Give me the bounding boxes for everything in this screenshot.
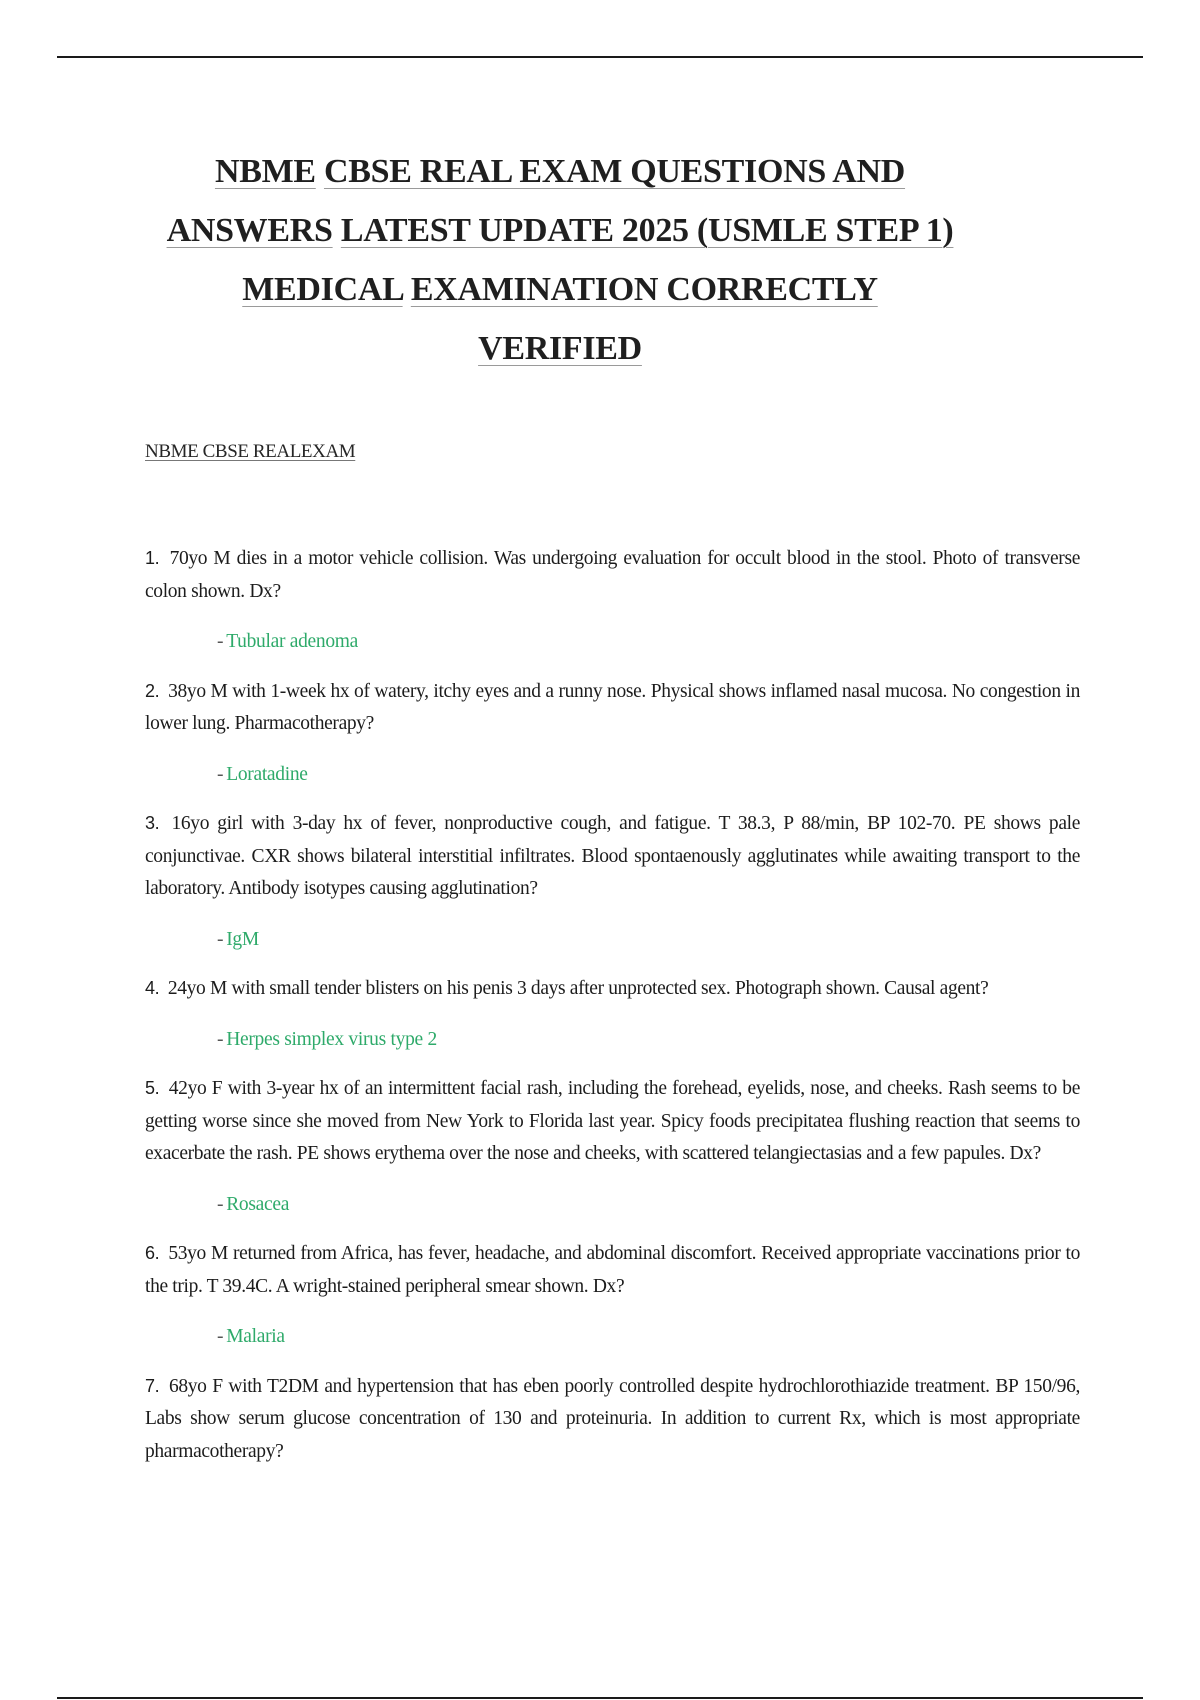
question-body: 70yo M dies in a motor vehicle collision. Was undergoing evaluation for occult blood in the stool. Photo of transverse colon shown. Dx? (145, 548, 1080, 602)
answer-text: Rosacea (226, 1193, 290, 1215)
answer: - Malaria (217, 1326, 285, 1347)
question-text (145, 1072, 1080, 1171)
question-text (145, 1370, 1080, 1469)
question-list (145, 542, 1080, 1468)
answer-text: Herpes simplex virus type 2 (226, 1028, 437, 1050)
answer-text: Malaria (226, 1326, 285, 1347)
question-text (145, 972, 1080, 1006)
question-number: 5. (145, 1078, 160, 1098)
question-text (145, 1237, 1080, 1303)
title-line-3-part-a: MEDICAL (242, 271, 403, 308)
question-item (145, 1237, 1080, 1354)
title-line-4 (60, 319, 1060, 378)
question-text (145, 807, 1080, 906)
question-item (145, 542, 1080, 659)
question-item (145, 1370, 1080, 1469)
question-number: 2. (145, 680, 160, 701)
question-number: 1. (145, 548, 160, 568)
question-text (145, 542, 1080, 608)
title-line-1 (60, 142, 1060, 201)
question-text (145, 675, 1080, 741)
answer: - Tubular adenoma (217, 631, 359, 652)
question-item (145, 675, 1080, 792)
title-line-1-part-b: CBSE REAL EXAM QUESTIONS AND (323, 153, 906, 190)
question-item (145, 972, 1080, 1056)
question-body: 42yo F with 3-year hx of an intermittent facial rash, including the forehead, eyelids, nose, and cheeks. Rash seems to be getting worse since she moved from New York to Florida last year. Spicy foods precipitatea flushing reaction that seems to exacerbate the rash. PE shows erythema over the nose and cheeks, with scattered telangiectasias and a few papules. Dx? (145, 1078, 1081, 1164)
title-line-2 (60, 201, 1060, 260)
title-line-2-part-b: LATEST UPDATE 2025 (USMLE STEP 1) (340, 212, 954, 249)
question-item (145, 807, 1080, 956)
title-line-1-part-a: NBME (214, 153, 316, 190)
question-body: 16yo girl with 3-day hx of fever, nonproductive cough, and fatigue. T 38.3, P 88/min, BP 102-70. PE shows pale conjunctivae. CXR shows bilateral interstitial infiltrates. Blood spontaenously agglutinates while awaiting transport to the laboratory. Antibody isotypes causing agglutination? (145, 813, 1080, 899)
bottom-rule (57, 1697, 1143, 1699)
document-title (60, 142, 1060, 378)
question-item (145, 1072, 1080, 1221)
title-line-2-part-a: ANSWERS (166, 212, 333, 249)
answer-text: IgM (226, 928, 259, 950)
title-line-3 (60, 260, 1060, 319)
question-number: 4. (145, 978, 160, 998)
answer: - Loratadine (217, 763, 308, 785)
title-line-4-part-b: VERIFIED (478, 330, 642, 367)
section-subheading: NBME CBSE REALEXAM (145, 441, 356, 462)
answer-text: Tubular adenoma (226, 631, 359, 652)
question-number: 7. (145, 1375, 160, 1396)
answer: - Herpes simplex virus type 2 (217, 1028, 437, 1050)
question-body: 38yo M with 1-week hx of watery, itchy eyes and a runny nose. Physical shows inflamed nasal mucosa. No congestion in lower lung. Pharmacotherapy? (145, 680, 1080, 734)
title-line-3-part-b: EXAMINATION CORRECTLY (410, 271, 878, 308)
question-body: 24yo M with small tender blisters on his penis 3 days after unprotected sex. Photograph shown. Causal agent? (167, 978, 989, 999)
answer-text: Loratadine (226, 763, 308, 785)
answer: - Rosacea (217, 1193, 290, 1215)
question-body: 68yo F with T2DM and hypertension that has eben poorly controlled despite hydrochlorothiazide treatment. BP 150/96, Labs show serum glucose concentration of 130 and proteinuria. In addition to current Rx, which is most appropriate pharmacotherapy? (145, 1375, 1081, 1462)
top-rule (57, 56, 1143, 58)
question-number: 3. (145, 813, 160, 833)
answer: - IgM (217, 928, 259, 950)
question-body: 53yo M returned from Africa, has fever, headache, and abdominal discomfort. Received appropriate vaccinations prior to the trip. T 39.4C. A wright-stained peripheral smear shown. Dx? (145, 1243, 1080, 1297)
question-number: 6. (145, 1243, 160, 1263)
